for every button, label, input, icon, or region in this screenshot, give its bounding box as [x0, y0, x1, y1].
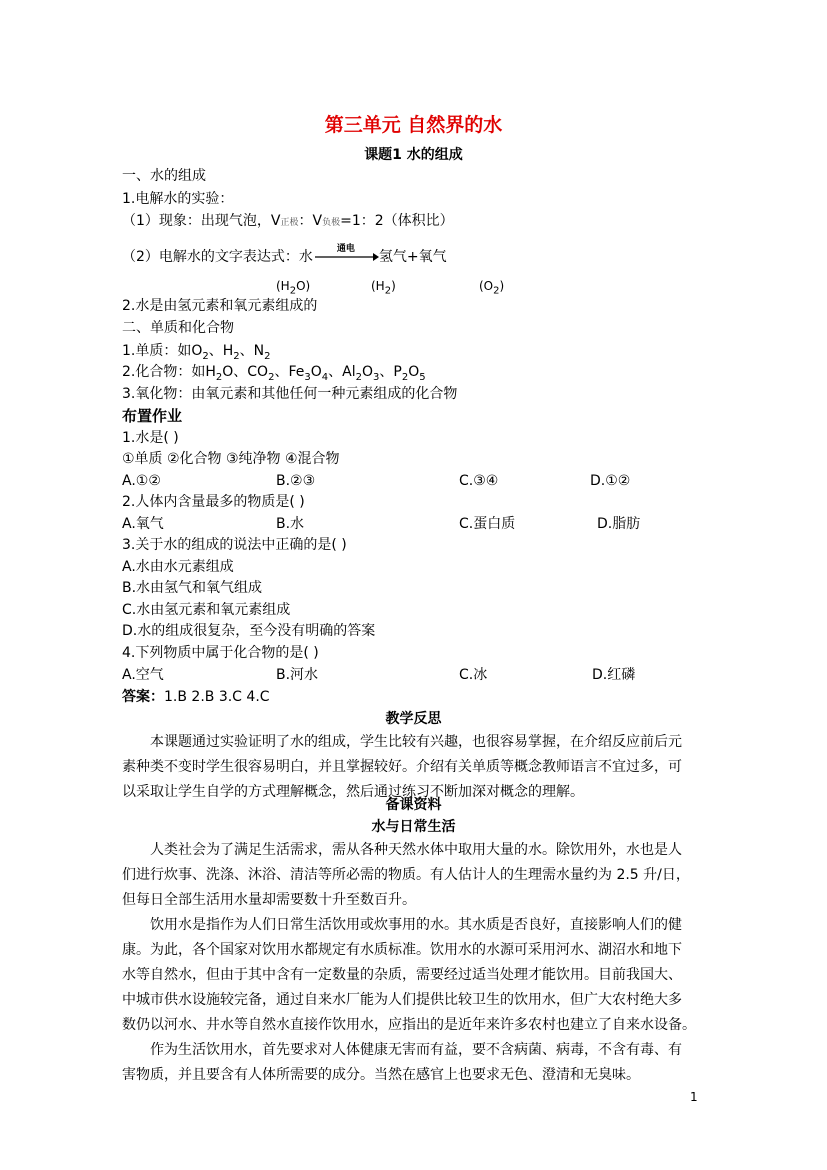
q3-option-d: D.水的组成很复杂，至今没有明确的答案 [122, 623, 376, 639]
q2-option-c: C.蛋白质 [459, 516, 516, 532]
question-2: 2.人体内含量最多的物质是( ) [122, 494, 305, 510]
q1-option-c: C.③④ [459, 473, 499, 489]
q2-option-b: B.水 [276, 516, 305, 532]
page-title: 第三单元 自然界的水 [324, 114, 503, 136]
paragraph-line: 人类社会为了满足生活需求，需从各种天然水体中取用大量的水。除饮用外，水也是人 [150, 842, 682, 858]
answer-key [122, 688, 270, 706]
q4-option-a: A.空气 [122, 667, 164, 683]
paragraph-line: 作为生活饮用水，首先要求对人体健康无害而有益，要不含病菌、病毒，不含有毒、有 [150, 1042, 682, 1058]
resources-paragraph-3 [122, 1038, 710, 1088]
formula-water: $(H_2O)$ [276, 279, 311, 297]
q4-option-d: D.红磷 [592, 667, 636, 683]
section-heading-homework: 布置作业 [122, 407, 183, 425]
reflection-paragraph [122, 730, 710, 805]
reflection-line: 素种类不变时学生很容易明白，并且掌握较好。介绍有关单质等概念教师语言不宜过多，可 [122, 759, 682, 775]
q4-option-c: C.冰 [459, 667, 488, 683]
q1-option-a: A.①② [122, 473, 161, 489]
q3-option-c: C.水由氢元素和氧元素组成 [122, 602, 291, 618]
formula-oxygen: $(O_2)$ [479, 279, 505, 297]
item-elements: 1.单质：如$O_2$、$H_2$、$N_2$ [122, 343, 271, 362]
q1-option-b: B.②③ [276, 473, 316, 489]
reaction-arrow [313, 244, 379, 266]
item-phenomenon: （1）现象：出现气泡，V正极：V负极=1：2（体积比） [122, 213, 454, 229]
lesson-subtitle: 课题1 水的组成 [364, 147, 463, 163]
answer-text: 1.B 2.B 3.C 4.C [164, 689, 270, 705]
resources-paragraph-1 [122, 838, 710, 913]
section-heading-substances: 二、单质和化合物 [122, 320, 234, 336]
q3-option-b: B.水由氢气和氧气组成 [122, 580, 263, 596]
formula-hydrogen: $(H_2)$ [371, 279, 396, 297]
q4-option-b: B.河水 [276, 667, 319, 683]
section-heading-composition: 一、水的组成 [122, 168, 206, 184]
reflection-line: 以采取让学生自学的方式理解概念，然后通过练习不断加深对概念的理解。 [122, 784, 584, 800]
paragraph-line: 害物质，并且要含有人体所需要的成分。当然在感官上也要求无色、澄清和无臭味。 [122, 1067, 640, 1083]
page-number: 1 [690, 1090, 698, 1104]
paragraph-line: 康。为此，各个国家对饮用水都规定有水质标准。饮用水的水源可采用河水、湖沼水和地下 [122, 942, 682, 958]
paragraph-line: 饮用水是指作为人们日常生活饮用或炊事用的水。其水质是否良好，直接影响人们的健 [150, 917, 682, 933]
arrow-condition-label: 通电 [336, 244, 355, 254]
item-word-equation: （2）电解水的文字表达式：水 通电 氢气+氧气 [122, 248, 447, 266]
item-water-composition: 2.水是由氢元素和氧元素组成的 [122, 298, 318, 314]
q3-option-a: A.水由水元素组成 [122, 559, 234, 575]
q2-option-a: A.氧气 [122, 516, 164, 532]
subscript-positive: 正极 [280, 218, 299, 228]
item-compounds: 2.化合物：如$H_2O$、$CO_2$、$Fe_3O_4$、$Al_2O_3$、$P_2O_5$ [122, 364, 426, 383]
q1-option-d: D.①② [590, 473, 631, 489]
paragraph-line: 数仍以河水、井水等自然水直接作饮用水，应指出的是近年来许多农村也建立了自来水设备。 [122, 1017, 696, 1033]
reflection-heading: 教学反思 [385, 711, 442, 727]
resources-heading: 备课资料 [385, 797, 442, 813]
q2-option-d: D.脂肪 [597, 516, 641, 532]
item-electrolysis: 1.电解水的实验： [122, 191, 234, 207]
paragraph-line: 们进行炊事、洗涤、沐浴、清洁等所必需的物质。有人估计人的生理需水量约为 2.5 升/日， [122, 867, 690, 883]
question-4: 4.下列物质中属于化合物的是( ) [122, 645, 319, 661]
paragraph-line: 中城市供水设施较完备，通过自来水厂能为人们提供比较卫生的饮用水，但广大农村绝大多 [122, 992, 682, 1008]
answer-label: 答案： [122, 689, 164, 705]
resources-subheading: 水与日常生活 [371, 819, 456, 835]
subscript-negative: 负极 [322, 218, 341, 228]
question-1-choices: ①单质 ②化合物 ③纯净物 ④混合物 [122, 451, 340, 467]
item-oxides: 3.氧化物：由氧元素和其他任何一种元素组成的化合物 [122, 386, 458, 402]
paragraph-line: 水等自然水，但由于其中含有一定数量的杂质，需要经过适当处理才能饮用。目前我国大、 [122, 967, 682, 983]
paragraph-line: 但每日全部生活用水量却需要数十升至数百升。 [122, 892, 416, 908]
question-3: 3.关于水的组成的说法中正确的是( ) [122, 537, 347, 553]
reflection-line: 本课题通过实验证明了水的组成，学生比较有兴趣，也很容易掌握，在介绍反应前后元 [150, 734, 682, 750]
arrow-right-icon [313, 248, 379, 266]
question-1: 1.水是( ) [122, 430, 179, 446]
resources-paragraph-2 [122, 913, 710, 1038]
